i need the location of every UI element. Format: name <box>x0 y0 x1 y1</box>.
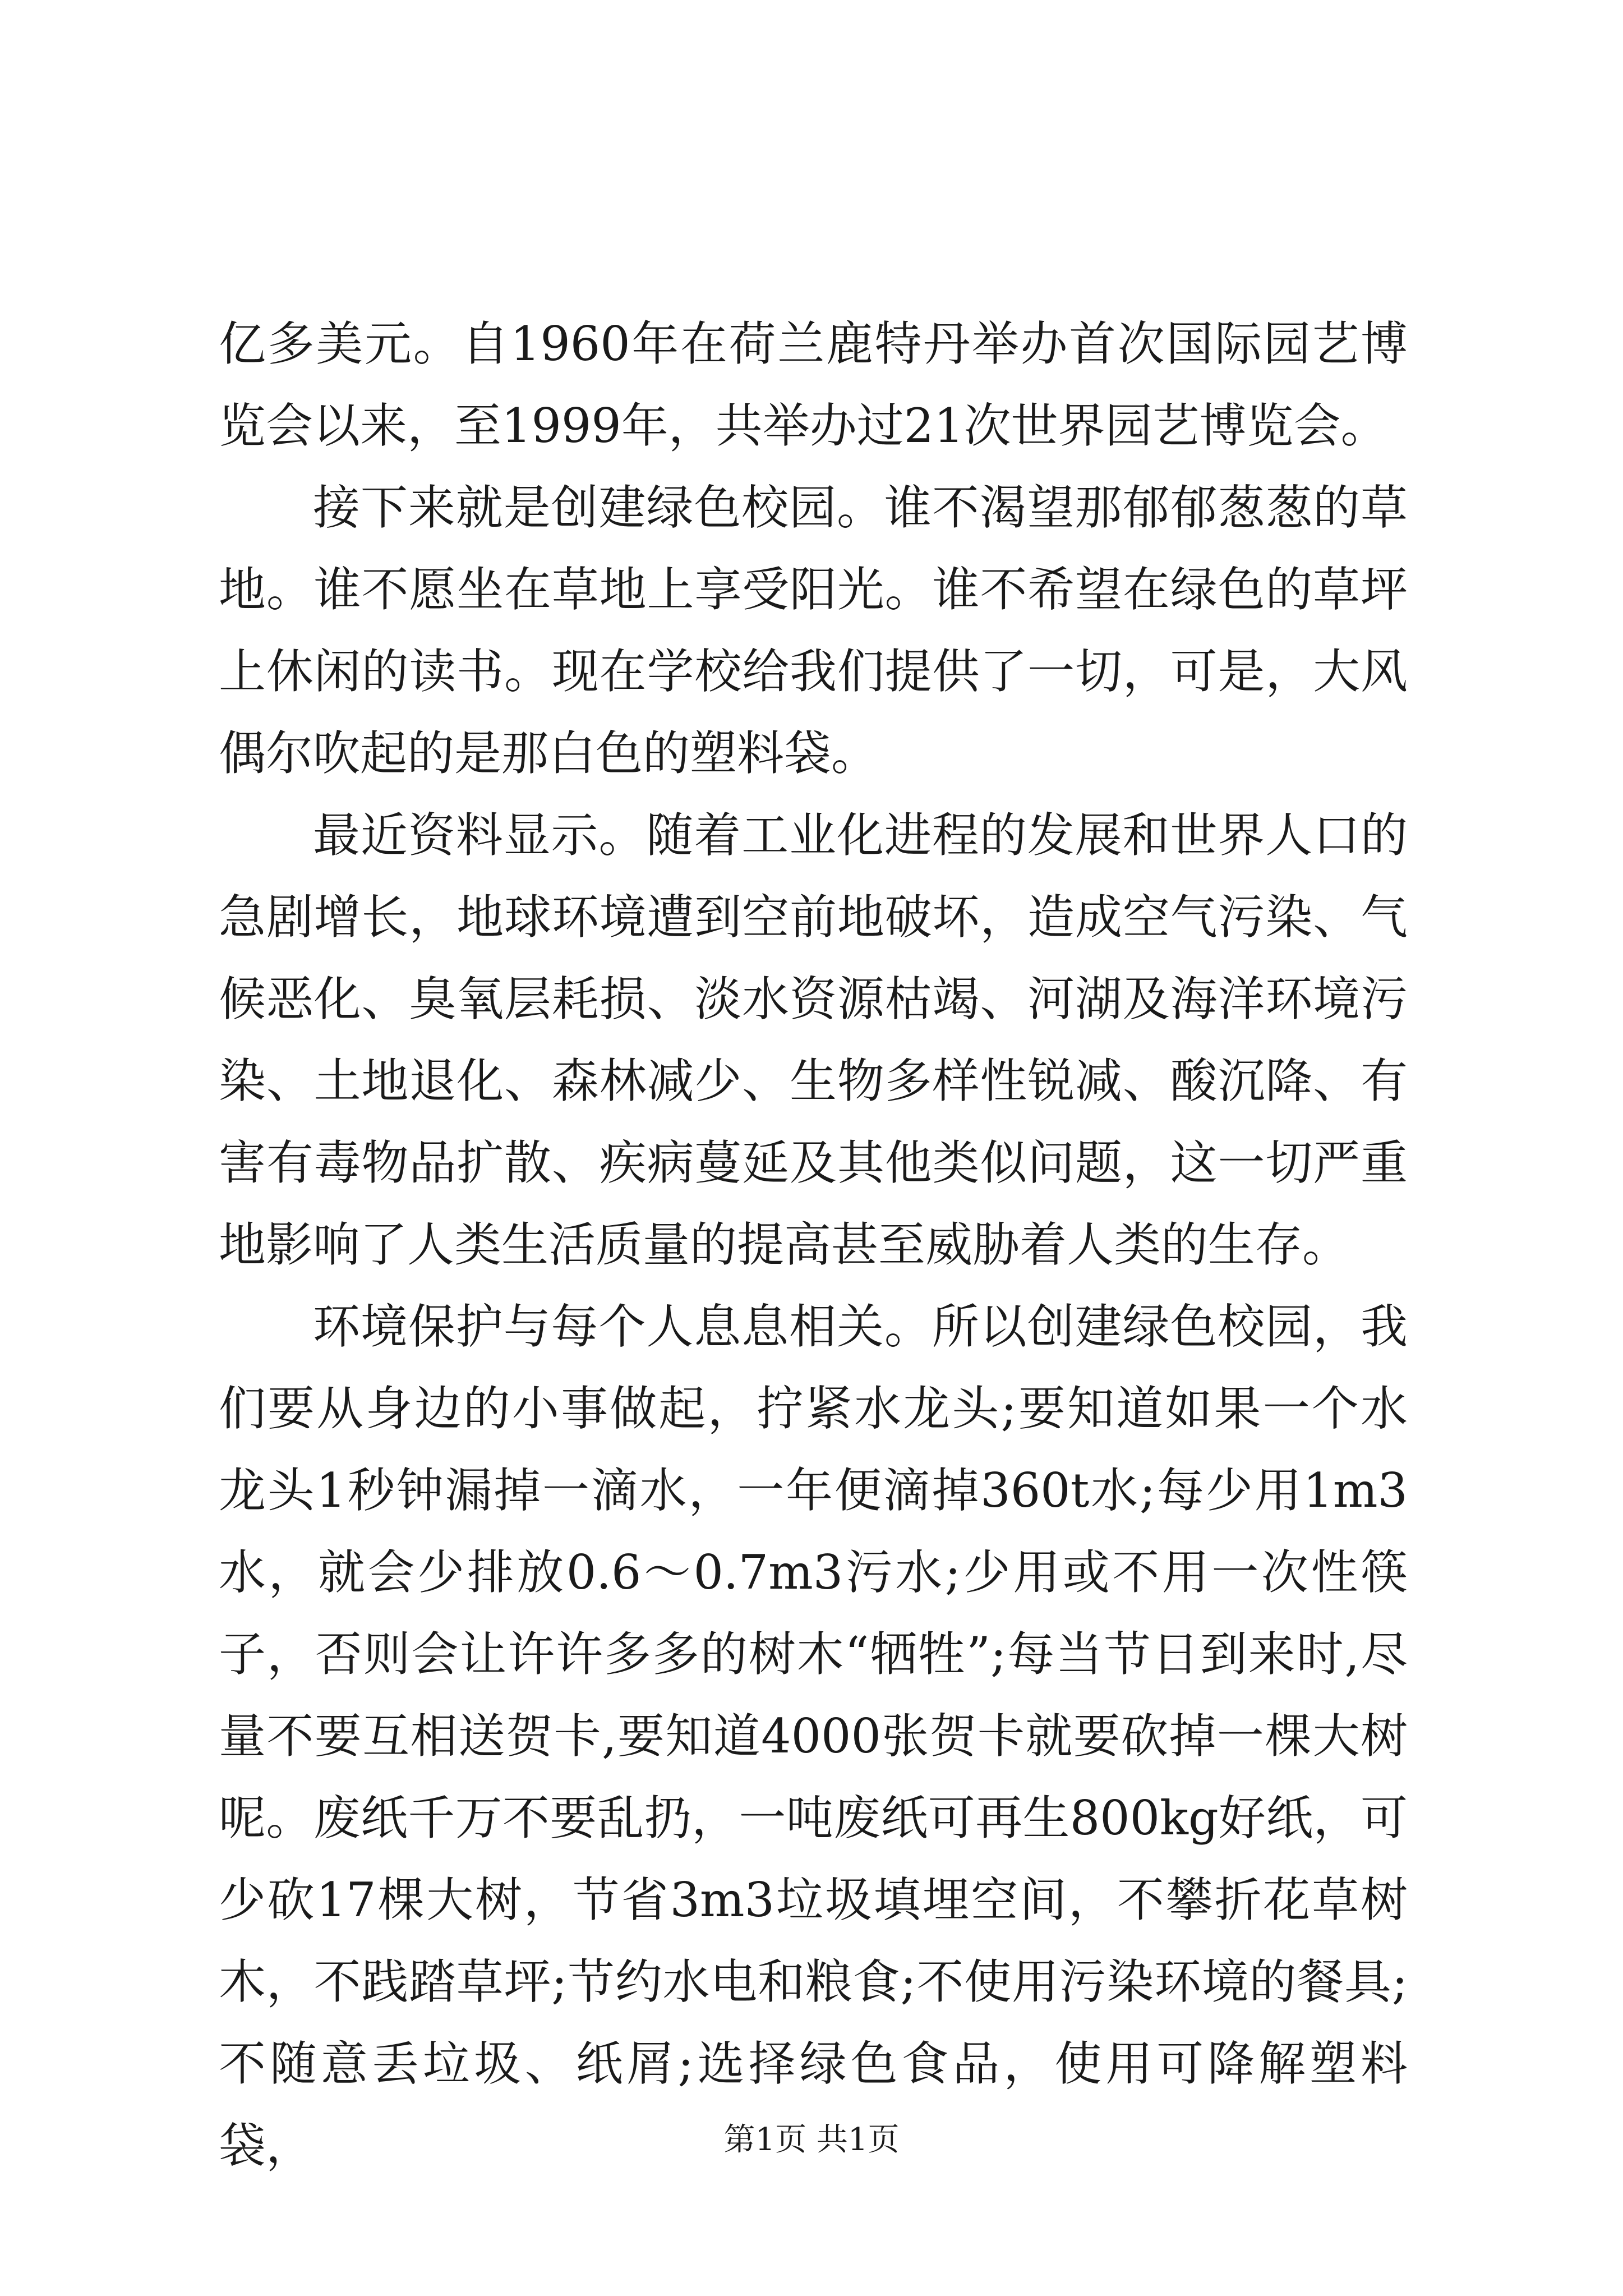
page-number-label: 第1页 共1页 <box>723 2122 900 2158</box>
page-footer <box>0 2118 1623 2162</box>
document-body <box>219 303 1408 2187</box>
paragraph-2: 接下来就是创建绿色校园。谁不渴望那郁郁葱葱的草地。谁不愿坐在草地上享受阳光。谁不希望在绿色的草坪上休闲的读书。现在学校给我们提供了一切，可是，大风偶尔吹起的是那白色的塑料袋。 <box>219 480 1408 781</box>
paragraph-1: 亿多美元。自1960年在荷兰鹿特丹举办首次国际园艺博览会以来，至1999年，共举办过21次世界园艺博览会。 <box>219 316 1408 453</box>
paragraph-3: 最近资料显示。随着工业化进程的发展和世界人口的急剧增长，地球环境遭到空前地破坏，造成空气污染、气候恶化、臭氧层耗损、淡水资源枯竭、河湖及海洋环境污染、土地退化、森林减少、生物多样性锐减、酸沉降、有害有毒物品扩散、疾病蔓延及其他类似问题，这一切严重地影响了人类生活质量的提高甚至威胁着人类的生存。 <box>219 808 1408 1272</box>
paragraph-4: 环境保护与每个人息息相关。所以创建绿色校园，我们要从身边的小事做起，拧紧水龙头;要知道如果一个水龙头1秒钟漏掉一滴水，一年便滴掉360t水;每少用1m3水，就会少排放0.6～0.7m3污水;少用或不用一次性筷子，否则会让许许多多的树木“牺牲”;每当节日到来时,尽量不要互相送贺卡,要知道4000张贺卡就要砍掉一棵大树呢。废纸千万不要乱扔，一吨废纸可再生800kg好纸，可少砍17棵大树，节省3m3垃圾填埋空间，不攀折花草树木，不践踏草坪;节约水电和粮食;不使用污染环境的餐具;不随意丢垃圾、纸屑;选择绿色食品，使用可降解塑料袋， <box>219 1299 1408 2173</box>
